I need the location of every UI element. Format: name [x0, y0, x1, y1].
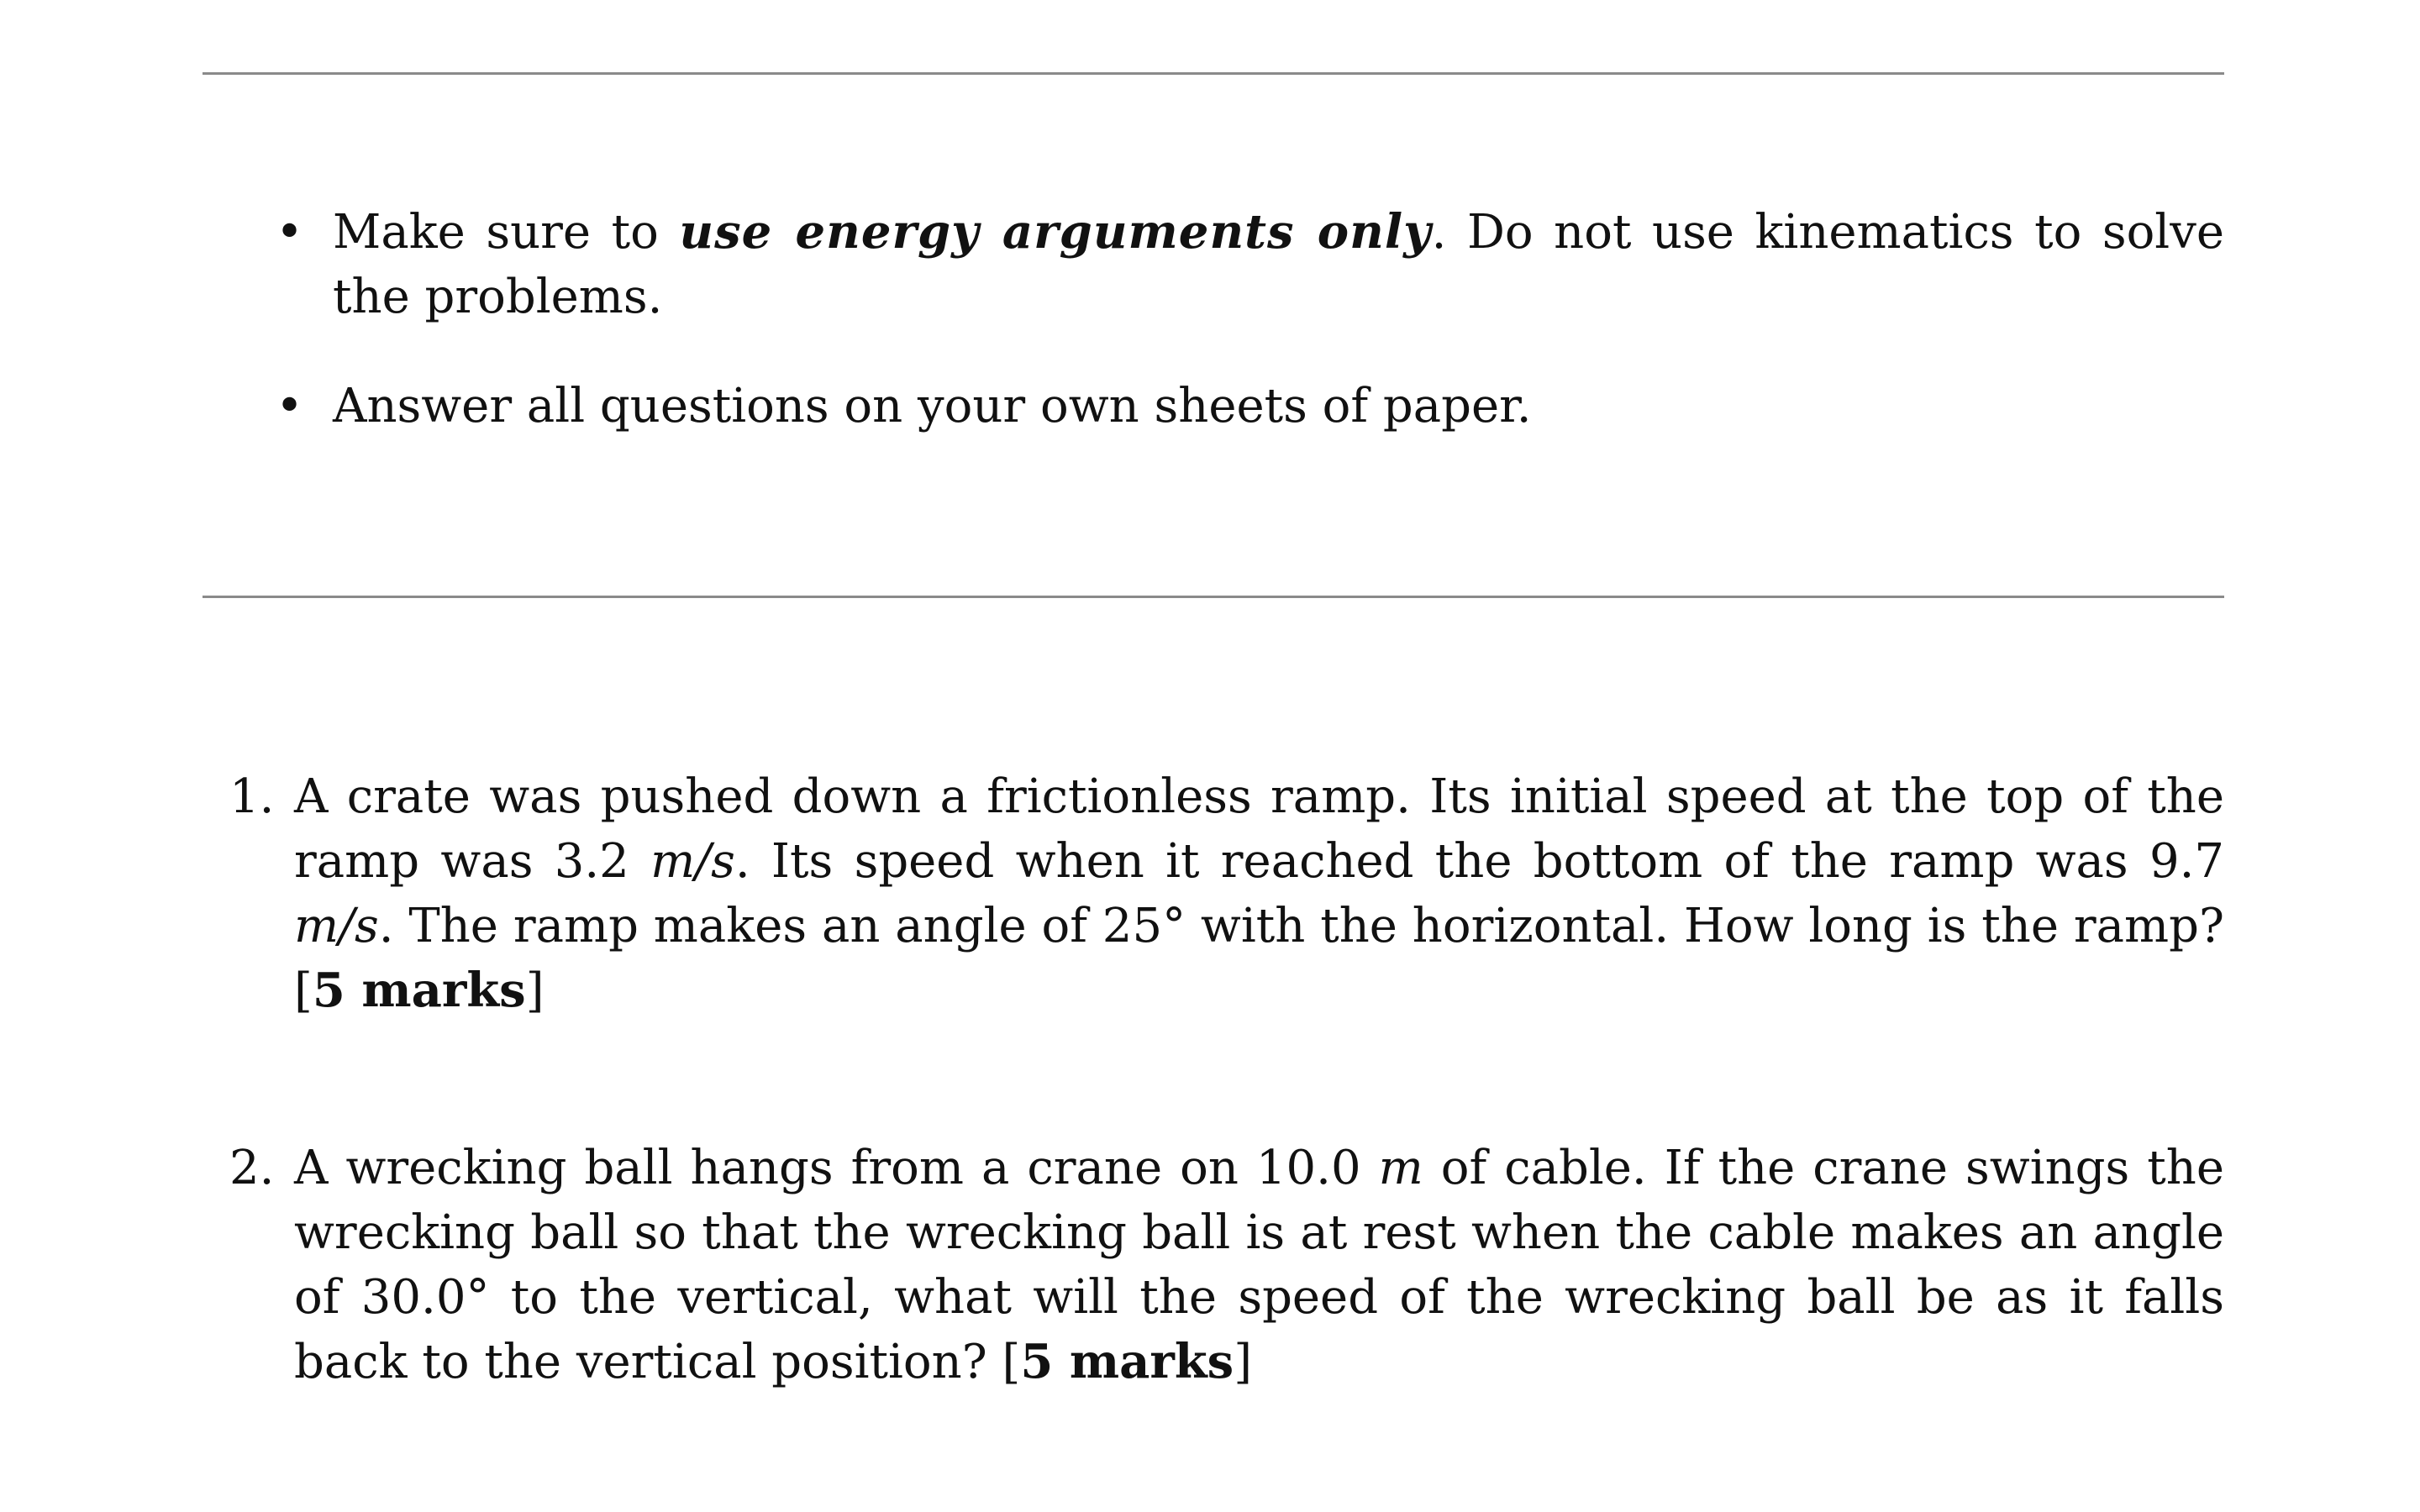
instruction-energy-after: . Do not use kinematics to solve the problems.	[333, 205, 2224, 324]
instruction-paper	[203, 374, 2224, 438]
instruction-energy	[203, 200, 2224, 329]
bullet-icon: •	[276, 205, 304, 260]
question-text: of cable. If the crane swings the wrecking ball so that the wrecking ball is at rest when the cable makes an angle of 30.0° to the vertical, what will the speed of the wrecking ball be as it falls back to the vertical position? [	[294, 1141, 2225, 1389]
marks-label: 5 marks	[312, 963, 526, 1018]
instruction-paper-text: Answer all questions on your own sheets of paper.	[333, 379, 1532, 433]
question-text: . Its speed when it reached the bottom of the ramp was 9.7	[734, 834, 2225, 889]
instructions-list	[203, 200, 2224, 438]
bullet-icon: •	[276, 379, 304, 433]
top-divider	[203, 72, 2224, 75]
question-1	[203, 764, 2224, 1023]
question-text: . The ramp makes an angle of 25° with the horizontal. How long is the ramp? [	[294, 899, 2224, 1018]
instruction-energy-emphasis: use energy arguments only	[679, 204, 1432, 260]
unit: m	[1378, 1141, 1423, 1195]
marks-close: ]	[1234, 1335, 1253, 1389]
question-number: 1.	[229, 769, 275, 824]
marks-label: 5 marks	[1020, 1334, 1234, 1389]
question-text: A wrecking ball hangs from a crane on 10.0	[294, 1141, 1379, 1195]
question-number: 2.	[229, 1141, 275, 1195]
question-2	[203, 1136, 2224, 1394]
unit: m/s	[294, 899, 379, 953]
instruction-energy-before: Make sure to	[333, 205, 680, 260]
middle-divider	[203, 596, 2224, 598]
unit: m/s	[650, 834, 735, 889]
question-text: A crate was pushed down a frictionless ramp. Its initial speed at the top of the ramp was 3.2	[294, 769, 2224, 889]
marks-close: ]	[525, 963, 544, 1018]
